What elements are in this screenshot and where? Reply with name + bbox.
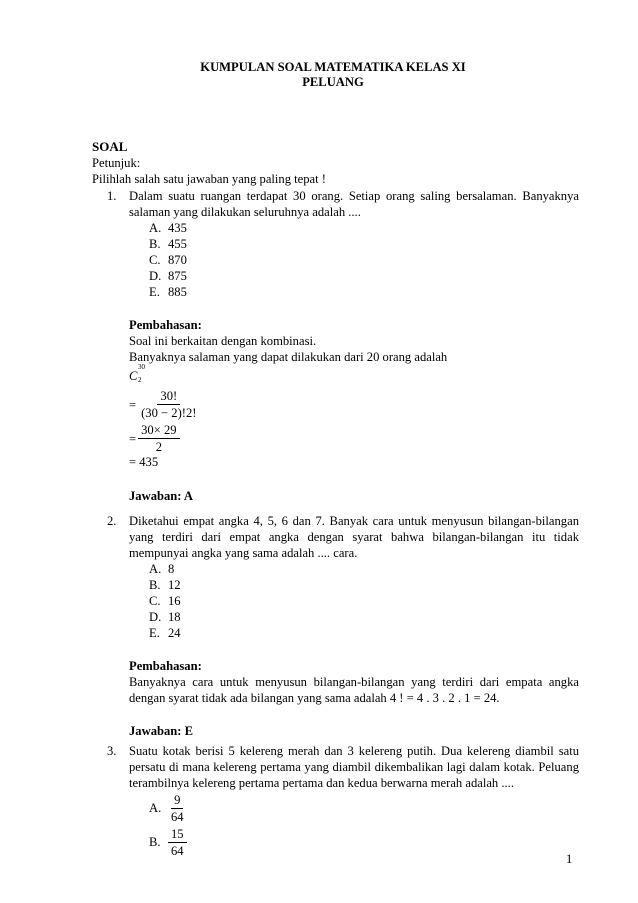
option-value: 435 (168, 221, 187, 235)
option-value: 16 (168, 594, 181, 608)
soal-heading: SOAL (92, 139, 128, 154)
question-2 (107, 513, 579, 739)
title-line-2: PELUANG (302, 75, 364, 89)
option-label: B. (149, 835, 161, 849)
fraction-numerator: 30! (157, 389, 180, 405)
fraction-denominator: 2 (155, 440, 162, 454)
page-number: 1 (566, 852, 573, 866)
question-number: 2. (107, 514, 117, 528)
option-label: E. (149, 285, 160, 299)
pembahasan-text-1: Soal ini berkaitan dengan kombinasi. (129, 334, 317, 348)
question-text: Diketahui empat angka 4, 5, 6 dan 7. Banyak cara untuk menyusun bilangan-bilangan yang terdiri dari empat angka dengan syarat bahwa bilangan-bilangan itu tidak mempunyai angka yang sama adalah .... cara. (129, 514, 579, 560)
combination-notation (129, 365, 579, 387)
options-list (149, 791, 579, 859)
math-step-2 (129, 423, 579, 454)
options-list (149, 220, 579, 300)
jawaban: Jawaban: E (129, 724, 194, 738)
title-line-1: KUMPULAN SOAL MATEMATIKA KELAS XI (200, 60, 466, 74)
combination-symbol: C 30 2 (129, 363, 145, 384)
option-value: 12 (168, 578, 181, 592)
document-title (0, 60, 638, 90)
option-label: A. (149, 221, 162, 235)
question-number: 1. (107, 189, 117, 203)
pembahasan-text-2: Banyaknya salaman yang dapat dilakukan dari 20 orang adalah (129, 350, 448, 364)
option-label: C. (149, 253, 161, 267)
question-number: 3. (107, 744, 117, 758)
petunjuk-label: Petunjuk: (92, 156, 141, 170)
option-c (149, 593, 579, 609)
option-label: B. (149, 578, 161, 592)
option-value: 18 (168, 610, 181, 624)
option-value: 875 (168, 269, 187, 283)
option-label: B. (149, 237, 161, 251)
fraction-numerator: 9 (171, 793, 183, 809)
fraction (168, 827, 187, 858)
intro-section (92, 139, 326, 187)
question-text: Dalam suatu ruangan terdapat 30 orang. Setiap orang saling bersalaman. Banyaknya salaman yang dilakukan seluruhnya adalah .... (129, 189, 579, 219)
option-label: E. (149, 626, 160, 640)
equals-sign: = (129, 431, 137, 446)
pembahasan-title: Pembahasan: (129, 318, 202, 332)
option-value: 885 (168, 285, 187, 299)
option-d (149, 268, 579, 284)
option-a (149, 791, 579, 825)
question-text: Suatu kotak berisi 5 kelereng merah dan 3 kelereng putih. Dua kelereng diambil satu persatu di mana kelereng pertama yang diambil dikembalikan lagi dalam kotak. Peluang terambilnya kelereng pertama pertama dan kedua berwarna merah adalah .... (129, 744, 579, 790)
fraction (138, 389, 199, 420)
math-result: = 435 (129, 455, 159, 469)
option-value: 455 (168, 237, 187, 251)
option-c (149, 252, 579, 268)
fraction-numerator: 30× 29 (138, 423, 179, 439)
math-step-1 (129, 389, 579, 420)
option-label: D. (149, 610, 162, 624)
fraction-denominator: (30 − 2)!2! (141, 406, 197, 420)
options-list (149, 561, 579, 641)
instruction-text: Pilihlah salah satu jawaban yang paling tepat ! (92, 172, 326, 186)
option-a (149, 561, 579, 577)
option-label: D. (149, 269, 162, 283)
pembahasan-section (129, 658, 579, 706)
fraction (138, 423, 179, 454)
fraction-numerator: 15 (168, 827, 187, 843)
option-label: A. (149, 562, 162, 576)
option-label: A. (149, 801, 162, 815)
pembahasan-section (129, 317, 579, 470)
fraction-denominator: 64 (171, 843, 184, 858)
question-1 (107, 188, 579, 504)
option-d (149, 609, 579, 625)
fraction (168, 793, 187, 824)
question-3 (107, 743, 579, 859)
equals-sign: = (129, 397, 137, 412)
option-value: 8 (168, 562, 175, 576)
jawaban: Jawaban: A (129, 489, 194, 503)
pembahasan-title: Pembahasan: (129, 659, 202, 673)
option-b (149, 577, 579, 593)
option-value: 870 (168, 253, 187, 267)
option-b (149, 825, 579, 859)
option-a (149, 220, 579, 236)
option-b (149, 236, 579, 252)
option-label: C. (149, 594, 161, 608)
option-e (149, 284, 579, 300)
option-e (149, 625, 579, 641)
pembahasan-text: Banyaknya cara untuk menyusun bilangan-bilangan yang terdiri dari empata angka dengan syarat tidak ada bilangan yang sama adalah 4 ! = 4 . 3 . 2 . 1 = 24. (129, 675, 579, 705)
option-value: 24 (168, 626, 181, 640)
fraction-denominator: 64 (171, 809, 184, 824)
